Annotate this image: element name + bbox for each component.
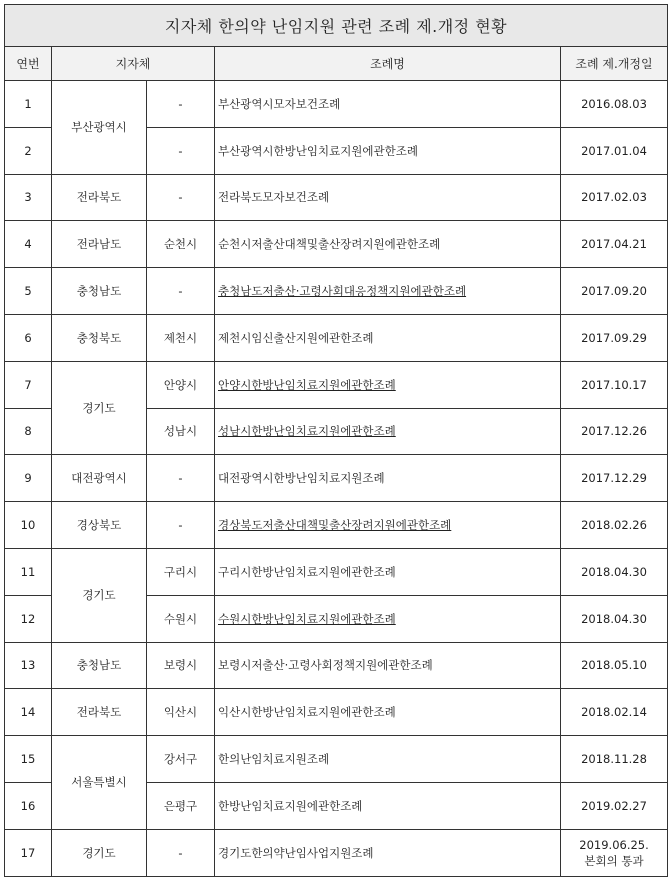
row-ordinance: 한방난임치료지원에관한조례: [215, 782, 561, 829]
row-city: -: [147, 127, 215, 174]
row-no: 13: [5, 642, 52, 689]
row-no: 10: [5, 502, 52, 549]
row-no: 9: [5, 455, 52, 502]
row-no: 17: [5, 829, 52, 876]
row-region: 서울특별시: [52, 736, 147, 830]
row-region: 경상북도: [52, 502, 147, 549]
row-region: 부산광역시: [52, 81, 147, 175]
row-city: -: [147, 502, 215, 549]
row-date: 2017.12.29: [561, 455, 668, 502]
row-no: 2: [5, 127, 52, 174]
row-no: 4: [5, 221, 52, 268]
row-city: -: [147, 81, 215, 128]
table-row: [5, 502, 668, 549]
table-row: [5, 361, 668, 408]
table-row: [5, 829, 668, 876]
row-region: 충청남도: [52, 268, 147, 315]
row-no: 11: [5, 548, 52, 595]
row-no: 7: [5, 361, 52, 408]
row-ordinance: 경기도한의약난임사업지원조례: [215, 829, 561, 876]
row-no: 5: [5, 268, 52, 315]
row-date: 2017.02.03: [561, 174, 668, 221]
row-ordinance: 성남시한방난임치료지원에관한조례: [215, 408, 561, 455]
row-city: -: [147, 174, 215, 221]
table-row: [5, 314, 668, 361]
row-ordinance: 익산시한방난임치료지원에관한조례: [215, 689, 561, 736]
header-date: 조례 제.개정일: [561, 47, 668, 81]
row-ordinance: 한의난임치료지원조례: [215, 736, 561, 783]
row-no: 1: [5, 81, 52, 128]
table-title: 지자체 한의약 난임지원 관련 조례 제.개정 현황: [5, 5, 668, 47]
row-date: 2018.02.26: [561, 502, 668, 549]
row-date: 2017.12.26: [561, 408, 668, 455]
row-region: 전라북도: [52, 174, 147, 221]
row-city: 강서구: [147, 736, 215, 783]
ordinance-table: [4, 4, 668, 877]
row-region: 전라남도: [52, 221, 147, 268]
header-ordinance: 조례명: [215, 47, 561, 81]
row-city: 익산시: [147, 689, 215, 736]
row-ordinance: 제천시임신출산지원에관한조례: [215, 314, 561, 361]
row-city: 보령시: [147, 642, 215, 689]
row-no: 8: [5, 408, 52, 455]
row-ordinance: 부산광역시모자보건조례: [215, 81, 561, 128]
row-ordinance: 전라북도모자보건조례: [215, 174, 561, 221]
row-date: 2018.04.30: [561, 548, 668, 595]
row-region: 충청남도: [52, 642, 147, 689]
row-no: 16: [5, 782, 52, 829]
row-date: [561, 829, 668, 876]
row-city: -: [147, 268, 215, 315]
row-no: 6: [5, 314, 52, 361]
row-city: 제천시: [147, 314, 215, 361]
row-date-note: 본회의 통과: [584, 853, 644, 868]
row-ordinance: 경상북도저출산대책및출산장려지원에관한조례: [215, 502, 561, 549]
row-date: 2018.11.28: [561, 736, 668, 783]
row-date-value: 2019.06.25.: [579, 837, 649, 852]
ordinance-table-container: [4, 4, 667, 877]
row-city: 은평구: [147, 782, 215, 829]
row-city: 안양시: [147, 361, 215, 408]
table-row: [5, 642, 668, 689]
row-ordinance: 충청남도저출산·고령사회대응정책지원에관한조례: [215, 268, 561, 315]
row-no: 3: [5, 174, 52, 221]
row-ordinance: 보령시저출산·고령사회정책지원에관한조례: [215, 642, 561, 689]
header-local: 지자체: [52, 47, 215, 81]
row-city: 순천시: [147, 221, 215, 268]
row-region: 경기도: [52, 548, 147, 642]
table-row: [5, 268, 668, 315]
row-region: 경기도: [52, 361, 147, 455]
table-row: [5, 455, 668, 502]
table-row: [5, 221, 668, 268]
table-row: [5, 81, 668, 128]
row-region: 대전광역시: [52, 455, 147, 502]
row-ordinance: 대전광역시한방난임치료지원조례: [215, 455, 561, 502]
row-region: 전라북도: [52, 689, 147, 736]
header-no: 연번: [5, 47, 52, 81]
row-date: 2017.09.20: [561, 268, 668, 315]
table-row: [5, 548, 668, 595]
row-no: 15: [5, 736, 52, 783]
row-no: 12: [5, 595, 52, 642]
row-ordinance: 부산광역시한방난임치료지원에관한조례: [215, 127, 561, 174]
table-row: [5, 174, 668, 221]
row-date: 2016.08.03: [561, 81, 668, 128]
row-date: 2017.10.17: [561, 361, 668, 408]
row-date: 2019.02.27: [561, 782, 668, 829]
row-ordinance: 안양시한방난임치료지원에관한조례: [215, 361, 561, 408]
table-row: [5, 689, 668, 736]
row-date: 2018.02.14: [561, 689, 668, 736]
row-city: -: [147, 829, 215, 876]
row-ordinance: 수원시한방난임치료지원에관한조례: [215, 595, 561, 642]
row-ordinance: 순천시저출산대책및출산장려지원에관한조례: [215, 221, 561, 268]
row-region: 충청북도: [52, 314, 147, 361]
row-date: 2018.04.30: [561, 595, 668, 642]
row-ordinance: 구리시한방난임치료지원에관한조례: [215, 548, 561, 595]
row-date: 2017.04.21: [561, 221, 668, 268]
row-region: 경기도: [52, 829, 147, 876]
row-no: 14: [5, 689, 52, 736]
row-date: 2017.09.29: [561, 314, 668, 361]
row-city: 성남시: [147, 408, 215, 455]
table-row: [5, 736, 668, 783]
row-date: 2018.05.10: [561, 642, 668, 689]
row-city: 구리시: [147, 548, 215, 595]
row-city: 수원시: [147, 595, 215, 642]
row-date: 2017.01.04: [561, 127, 668, 174]
row-city: -: [147, 455, 215, 502]
